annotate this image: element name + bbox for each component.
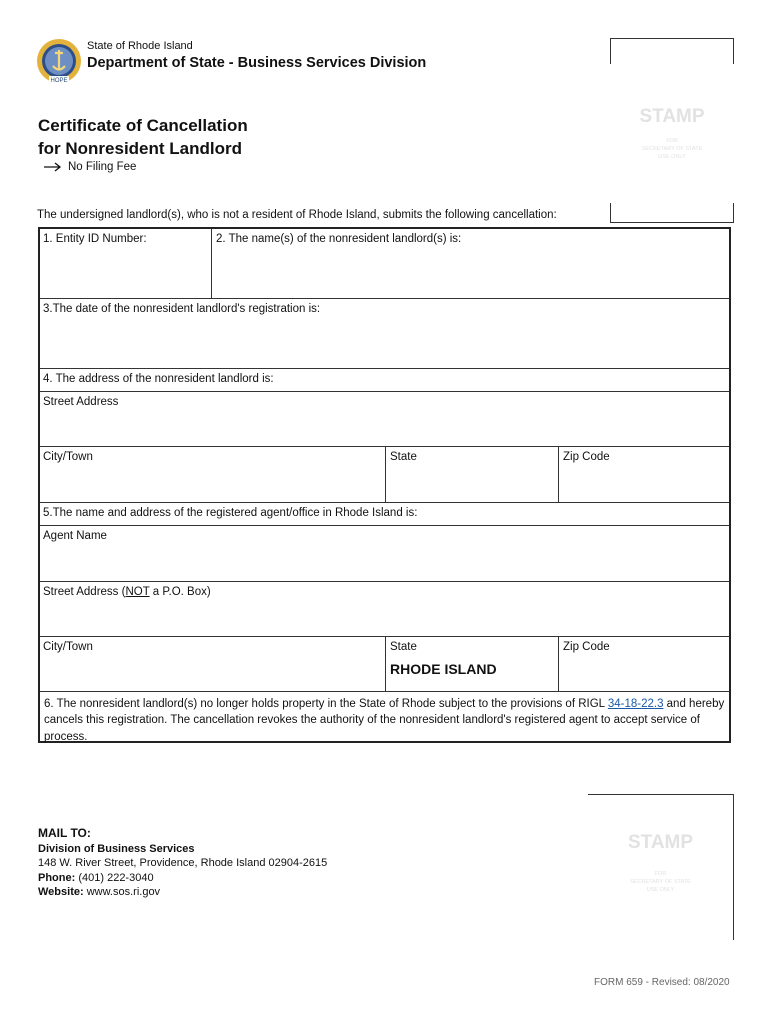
- website-link[interactable]: www.sos.ri.gov: [86, 886, 161, 898]
- cancellation-statement: 6. The nonresident landlord(s) no longer holds property in the State of Rhode subject to the provisions of RIGL 34-18-22.3 and hereby cancels this registration. The cancellation revokes the authority of the nonresident landlord's registered agent to accept service of process.: [44, 698, 725, 743]
- svg-text:HOPE: HOPE: [50, 78, 68, 84]
- landlord-address-label: 4. The address of the nonresident landlord is:: [43, 373, 274, 385]
- mail-org: Division of Business Services: [38, 842, 195, 855]
- agent-state-label: State: [390, 641, 417, 653]
- zip-code-label: Zip Code: [563, 451, 610, 463]
- filing-fee-note: [44, 161, 136, 173]
- mail-website-row: Website: www.sos.ri.gov: [38, 886, 161, 898]
- stamp-label: STAMP: [639, 106, 705, 127]
- stamp-box: [610, 38, 734, 223]
- arrow-right-icon: [44, 162, 62, 172]
- street-address-label: Street Address: [43, 396, 119, 408]
- stamp-sub3-bottom: USE ONLY: [646, 887, 675, 893]
- stamp-box-bottom: [588, 794, 734, 940]
- city-town-label: City/Town: [43, 451, 93, 463]
- landlord-names-label: 2. The name(s) of the nonresident landlord(s) is:: [216, 233, 462, 245]
- mail-phone-row: Phone: (401) 222-3040: [38, 871, 154, 884]
- form-title-line1: Certificate of Cancellation: [38, 116, 248, 135]
- mail-address: 148 W. River Street, Providence, Rhode Island 02904-2615: [38, 857, 328, 869]
- zip-code-field[interactable]: [561, 466, 729, 500]
- agent-city-field[interactable]: [41, 656, 383, 689]
- agent-street-field[interactable]: [41, 601, 729, 634]
- mail-to-block: [38, 826, 327, 900]
- stamp-sub1-bottom: FOR: [654, 871, 667, 877]
- stamp-sub2: SECRETARY OF STATE: [641, 146, 703, 152]
- mail-to-heading: MAIL TO:: [38, 826, 91, 840]
- state-label: State: [390, 451, 417, 463]
- agent-city-label: City/Town: [43, 641, 93, 653]
- rhode-island-seal: [36, 38, 82, 84]
- agent-zip-label: Zip Code: [563, 641, 610, 653]
- stamp-sub2-bottom: SECRETARY OF STATE: [630, 879, 691, 885]
- city-town-field[interactable]: [41, 466, 383, 500]
- agent-name-field[interactable]: [41, 545, 729, 579]
- agent-street-label: Street Address (NOT a P.O. Box): [43, 586, 211, 598]
- state-name: State of Rhode Island: [87, 40, 193, 52]
- stamp-sub3: USE ONLY: [658, 154, 686, 160]
- agent-zip-field[interactable]: [561, 656, 729, 689]
- registration-date-label: 3.The date of the nonresident landlord's registration is:: [43, 303, 321, 315]
- stamp-label-bottom: STAMP: [627, 832, 694, 853]
- rigl-link[interactable]: 34-18-22.3: [607, 698, 664, 710]
- landlord-names-field[interactable]: [214, 249, 729, 295]
- intro-text: The undersigned landlord(s), who is not a resident of Rhode Island, submits the following cancellation:: [37, 209, 557, 221]
- form-title-line2: for Nonresident Landlord: [38, 139, 242, 158]
- form-footer: FORM 659 - Revised: 08/2020: [594, 977, 730, 988]
- agent-section-label: 5.The name and address of the registered agent/office in Rhode Island is:: [43, 507, 418, 519]
- agent-name-label: Agent Name: [43, 530, 107, 542]
- entity-id-field[interactable]: [41, 249, 209, 295]
- department-name: Department of State - Business Services Division: [87, 55, 427, 71]
- agent-state-value: RHODE ISLAND: [390, 661, 497, 677]
- cancellation-form: [38, 227, 731, 743]
- filing-fee-text: No Filing Fee: [68, 161, 137, 173]
- street-address-field[interactable]: [41, 411, 729, 444]
- registration-date-field[interactable]: [41, 319, 729, 365]
- state-field[interactable]: [388, 466, 556, 500]
- entity-id-label: 1. Entity ID Number:: [43, 233, 147, 245]
- stamp-sub1: FOR: [666, 138, 678, 144]
